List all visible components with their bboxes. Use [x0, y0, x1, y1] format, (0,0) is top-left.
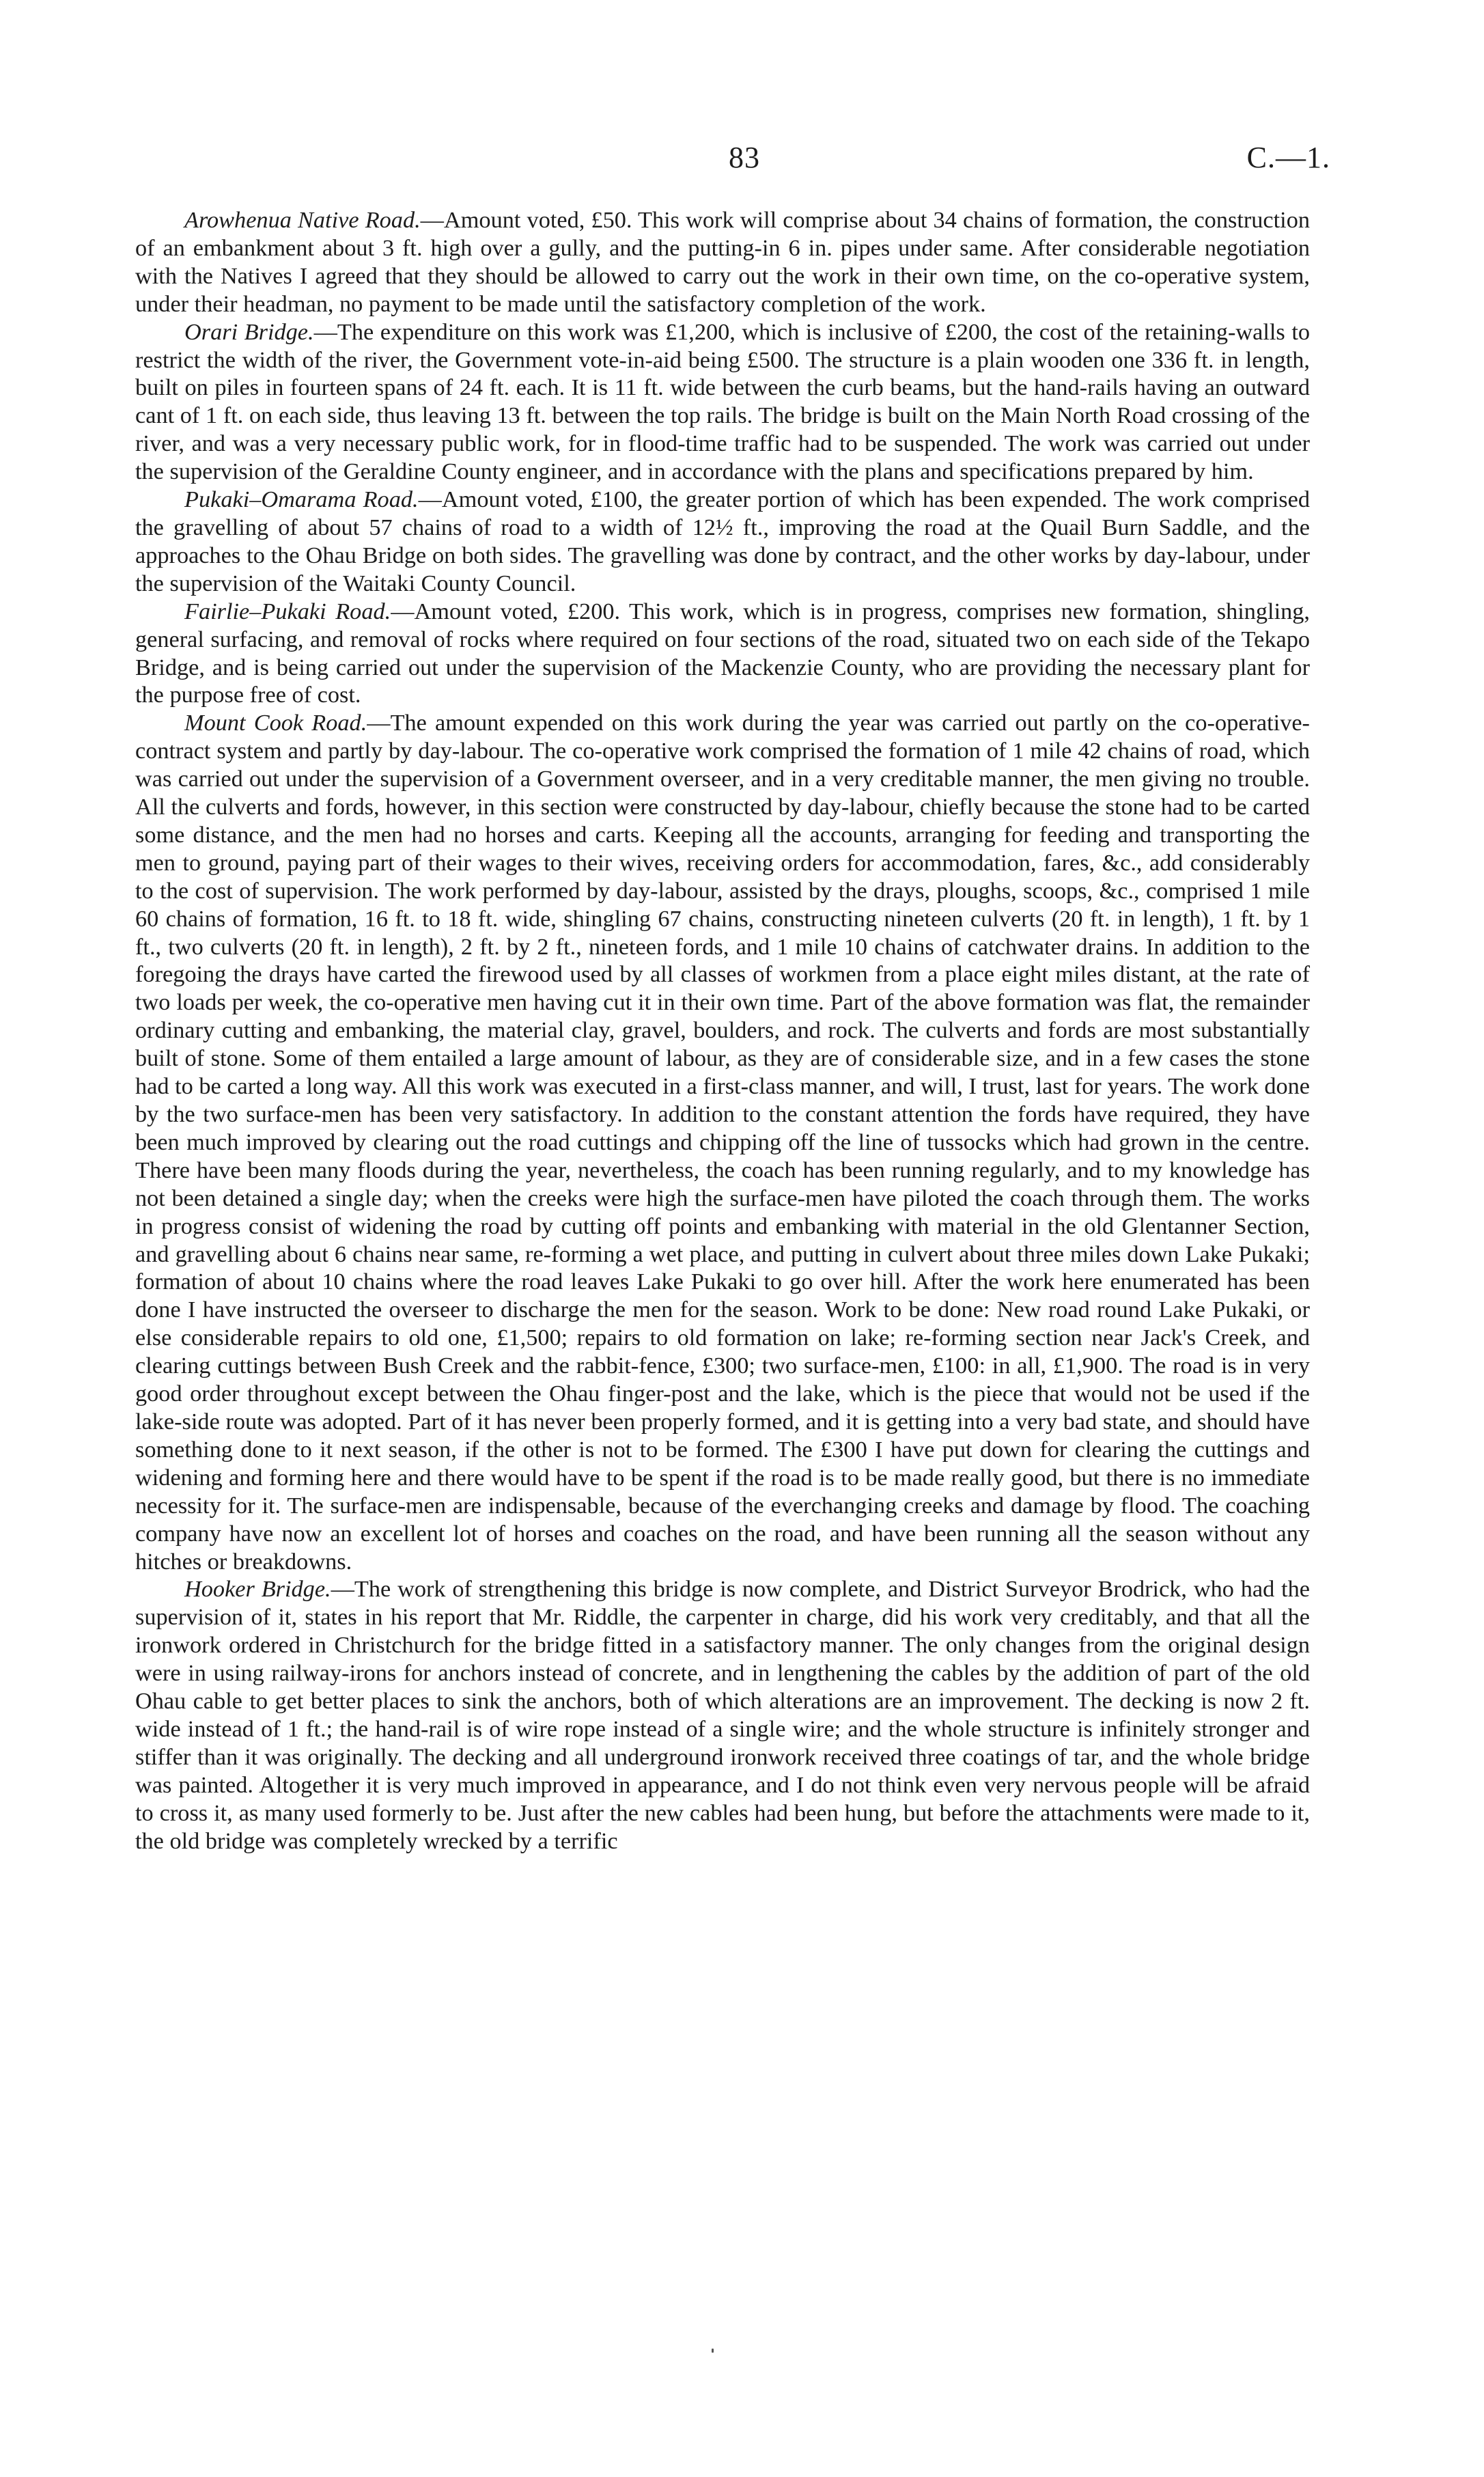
- paragraph-text: —Amount voted, £50. This work will comprise about 34 chains of formation, the construction of an embankment about 3 ft. high over a gully, and the putting-in 6 in. pipes under same. After considerable negotiation with the Natives I agreed that they should be allowed to carry out the work in their own time, on the co-operative system, under their headman, no payment to be made until the satisfactory completion of the work.: [135, 207, 1310, 317]
- paragraph-text: —The amount expended on this work during the year was carried out partly on the co-operative-contract system and partly by day-labour. The co-operative work comprised the formation of 1 mile 42 chains of road, which was carried out under the supervision of a Government overseer, and in a very creditable manner, the men giving no trouble. All the culverts and fords, however, in this section were constructed by day-labour, chiefly because the stone had to be carted some distance, and the men had no horses and carts. Keeping all the accounts, arranging for feeding and transporting the men to ground, paying part of their wages to their wives, receiving orders for accommodation, fares, &c., add considerably to the cost of supervision. The work performed by day-labour, assisted by the drays, ploughs, scoops, &c., comprised 1 mile 60 chains of formation, 16 ft. to 18 ft. wide, shingling 67 chains, constructing nineteen culverts (20 ft. in length), 1 ft. by 1 ft., two culverts (20 ft. in length), 2 ft. by 2 ft., nineteen fords, and 1 mile 10 chains of catchwater drains. In addition to the foregoing the drays have carted the firewood used by all classes of workmen from a place eight miles distant, at the rate of two loads per week, the co-operative men having cut it in their own time. Part of the above formation was flat, the remainder ordinary cutting and embanking, the material clay, gravel, boulders, and rock. The culverts and fords are most substantially built of stone. Some of them entailed a large amount of labour, as they are of considerable size, and in a few cases the stone had to be carted a long way. All this work was executed in a first-class manner, and will, I trust, last for years. The work done by the two surface-men has been very satisfactory. In addition to the constant attention the fords have required, they have been much improved by clearing out the road cuttings and chipping off the line of tussocks which had grown in the centre. There have been many floods during the year, nevertheless, the coach has been running regularly, and to my knowledge has not been detained a single day; when the creeks were high the surface-men have piloted the coach through them. The works in progress consist of widening the road by cutting off points and embanking with material in the old Glentanner Section, and gravelling about 6 chains near same, re-forming a wet place, and putting in culvert about three miles down Lake Pukaki; formation of about 10 chains where the road leaves Lake Pukaki to go over hill. After the work here enumerated has been done I have instructed the overseer to discharge the men for the season. Work to be done: New road round Lake Pukaki, or else considerable repairs to old one, £1,500; repairs to old formation on lake; re-forming section near Jack's Creek, and clearing cuttings between Bush Creek and the rabbit-fence, £300; two surface-men, £100: in all, £1,900. The road is in very good order throughout except between the Ohau finger-post and the lake, which is the piece that would not be used if the lake-side route was adopted. Part of it has never been properly formed, and it is getting into a very bad state, and should have something done to it next season, if the other is not to be formed. The £300 I have put down for clearing the cuttings and widening and forming here and there would have to be spent if the road is to be made really good, but there is no immediate necessity for it. The surface-men are indispensable, because of the everchanging creeks and damage by flood. The coaching company have now an excellent lot of horses and coaches on the road, and have been running all the season without any hitches or breakdowns.: [135, 710, 1310, 1575]
- paragraph-fairlie-pukaki-road: [135, 598, 1310, 710]
- paragraph-arowhenua-native-road: [135, 206, 1310, 318]
- paragraph-title: Pukaki–Omarama Road.: [184, 486, 419, 513]
- paragraph-text: —Amount voted, £100, the greater portion of which has been expended. The work comprised the gravelling of about 57 chains of road to a width of 12½ ft., improving the road at the Quail Burn Saddle, and the approaches to the Ohau Bridge on both sides. The gravelling was done by contract, and the other works by day-labour, under the supervision of the Waitaki County Council.: [135, 486, 1310, 596]
- paragraph-text: —The work of strengthening this bridge is now complete, and District Surveyor Brodrick, who had the supervision of it, states in his report that Mr. Riddle, the carpenter in charge, did his work very creditably, and that all the ironwork ordered in Christchurch for the bridge fitted in a satisfactory manner. The only changes from the original design were in using railway-irons for anchors instead of concrete, and in lengthening the cables by the addition of part of the old Ohau cable to get better places to sink the anchors, both of which alterations are an improvement. The decking is now 2 ft. wide instead of 1 ft.; the hand-rail is of wire rope instead of a single wire; and the whole structure is infinitely stronger and stiffer than it was originally. The decking and all underground ironwork received three coatings of tar, and the whole bridge was painted. Altogether it is very much improved in appearance, and I do not think even very nervous people will be afraid to cross it, as many used formerly to be. Just after the new cables had been hung, but before the attachments were made to it, the old bridge was completely wrecked by a terrific: [135, 1576, 1310, 1854]
- paragraph-title: Arowhenua Native Road.: [184, 207, 421, 233]
- document-reference: C.—1.: [1246, 141, 1330, 174]
- paragraph-title: Hooker Bridge.: [184, 1576, 331, 1603]
- paragraph-orari-bridge: [135, 318, 1310, 486]
- paragraph-hooker-bridge: [135, 1575, 1310, 1855]
- paragraph-pukaki-omarama-road: [135, 486, 1310, 598]
- paragraph-mount-cook-road: [135, 709, 1310, 1575]
- paragraph-title: Orari Bridge.: [184, 318, 314, 345]
- page-number: 83: [729, 141, 760, 174]
- paragraph-text: —The expenditure on this work was £1,200, which is inclusive of £200, the cost of the retaining-walls to restrict the width of the river, the Government vote-in-aid being £500. The structure is a plain wooden one 336 ft. in length, built on piles in fourteen spans of 24 ft. each. It is 11 ft. wide between the curb beams, but the hand-rails having an outward cant of 1 ft. on each side, thus leaving 13 ft. between the top rails. The bridge is built on the Main North Road crossing of the river, and was a very necessary public work, for in flood-time traffic had to be suspended. The work was carried out under the supervision of the Geraldine County engineer, and in accordance with the plans and specifications prepared by him.: [135, 318, 1310, 485]
- paragraph-text: —Amount voted, £200. This work, which is in progress, comprises new formation, shingling, general surfacing, and removal of rocks where required on four sections of the road, situated two on each side of the Tekapo Bridge, and is being carried out under the supervision of the Mackenzie County, who are providing the necessary plant for the purpose free of cost.: [135, 598, 1310, 708]
- paragraph-title: Fairlie–Pukaki Road.: [184, 598, 391, 624]
- scan-speck: [712, 2349, 714, 2353]
- body-text: [135, 206, 1310, 1855]
- paragraph-title: Mount Cook Road.: [184, 710, 367, 736]
